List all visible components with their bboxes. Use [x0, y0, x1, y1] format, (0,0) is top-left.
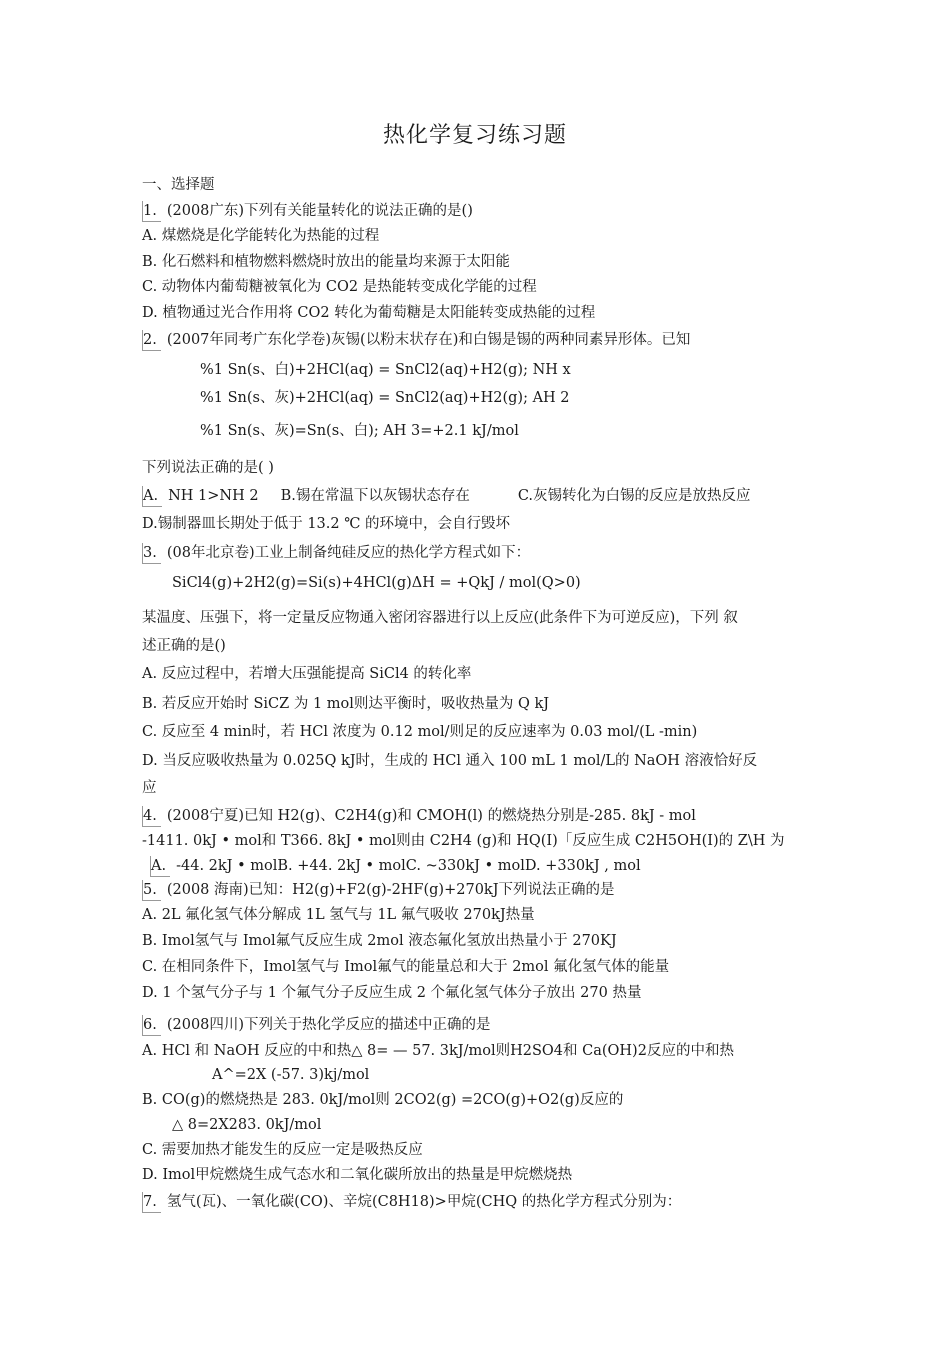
- question-body: 某温度、压强下，将一定量反应物通入密闭容器进行以上反应(此条件下为可逆反应)，下列 叙: [142, 610, 738, 626]
- options-row: [150, 856, 641, 877]
- question-text: (08年北京卷)工业上制备纯硅反应的热化学方程式如下：: [166, 545, 531, 561]
- question-text-cont: -1411. 0kJ • mol和 T366. 8kJ • mol则由 C2H4 (g)和 HQ(I)「反应生成 C2H5OH(I)的 Z\H 为: [142, 833, 785, 849]
- question-text: (2008宁夏)已知 H2(g)、C2H4(g)和 CMOH(l) 的燃烧热分别是-285. 8kJ - mol: [166, 808, 696, 824]
- option-b: B. Imol氢气与 Imol氟气反应生成 2mol 液态氟化氢放出热量小于 270KJ: [142, 933, 617, 949]
- equation-3: %1 Sn(s、灰)=Sn(s、白); AH 3=+2.1 kJ/mol: [200, 423, 519, 439]
- page-title: 热化学复习练习题: [382, 123, 567, 148]
- question-prompt: 下列说法正确的是( ): [142, 460, 274, 476]
- option-a: A. 煤燃烧是化学能转化为热能的过程: [142, 228, 380, 244]
- option-a: NH 1>NH 2: [168, 488, 259, 504]
- question-7: [142, 1192, 681, 1213]
- option-d: D. 1 个氢气分子与 1 个氟气分子反应生成 2 个氟化氢气体分子放出 270 热量: [142, 985, 642, 1001]
- question-4: [142, 806, 696, 827]
- option-b: B. CO(g)的燃烧热是 283. 0kJ/mol则 2CO2(g) =2CO(g)+O2(g)反应的: [142, 1092, 624, 1108]
- options-text: -44. 2kJ • molB. +44. 2kJ • molC. ~330kJ • molD. +330kJ , mol: [176, 858, 641, 874]
- option-d: D.锡制器皿长期处于低于 13.2 ℃ 的环境中，会自行毁坏: [142, 516, 511, 532]
- question-number: 5.: [142, 880, 161, 901]
- question-1: [142, 201, 473, 222]
- question-6: [142, 1015, 491, 1036]
- question-text: (2008广东)下列有关能量转化的说法正确的是(): [166, 203, 473, 219]
- question-number: 2.: [142, 330, 161, 351]
- option-b: B.锡在常温下以灰锡状态存在: [280, 488, 470, 504]
- equation-2: %1 Sn(s、灰)+2HCl(aq) = SnCl2(aq)+H2(g); AH 2: [200, 390, 570, 406]
- question-text: (2008 海南)已知：H2(g)+F2(g)-2HF(g)+270kJ下列说法正确的是: [166, 882, 615, 898]
- options-row: [142, 486, 751, 507]
- option-c: C. 在相同条件下，Imol氢气与 Imol氟气的能量总和大于 2mol 氟化氢气体的能量: [142, 959, 670, 975]
- option-c: C. 动物体内葡萄糖被氧化为 CO2 是热能转变成化学能的过程: [142, 279, 537, 295]
- question-3: [142, 543, 530, 564]
- option-d: D. 当反应吸收热量为 0.025Q kJ时，生成的 HCl 通入 100 mL 1 mol/L的 NaOH 溶液恰好反: [142, 753, 758, 769]
- option-d-cont: 应: [142, 780, 157, 796]
- option-b: B. 若反应开始时 SiCZ 为 1 mol则达平衡时，吸收热量为 Q kJ: [142, 696, 550, 712]
- option-label: A.: [150, 856, 170, 877]
- question-5: [142, 880, 615, 901]
- option-a: A. HCl 和 NaOH 反应的中和热△ 8= — 57. 3kJ/mol则H2SO4和 Ca(OH)2反应的中和热: [142, 1043, 734, 1059]
- question-body-cont: 述正确的是(): [142, 638, 226, 654]
- question-2: [142, 330, 690, 351]
- option-a-cont: A^=2X (-57. 3)kj/mol: [212, 1067, 370, 1083]
- option-d: D. Imol甲烷燃烧生成气态水和二氧化碳所放出的热量是甲烷燃烧热: [142, 1167, 573, 1183]
- option-label: A.: [142, 486, 162, 507]
- section-heading: 一、选择题: [142, 177, 215, 193]
- option-c: C.灰锡转化为白锡的反应是放热反应: [517, 488, 751, 504]
- option-d: D. 植物通过光合作用将 CO2 转化为葡萄糖是太阳能转变成热能的过程: [142, 305, 596, 321]
- question-number: 3.: [142, 543, 161, 564]
- question-text: (2007年同考广东化学卷)灰锡(以粉末状存在)和白锡是锡的两种同素异形体。已知: [166, 332, 691, 348]
- question-text: 氢气(瓦)、一氧化碳(CO)、辛烷(C8H18)>甲烷(CHQ 的热化学方程式分别为：: [166, 1194, 682, 1210]
- question-number: 4.: [142, 806, 161, 827]
- option-a: A. 2L 氟化氢气体分解成 1L 氢气与 1L 氟气吸收 270kJ热量: [142, 907, 535, 923]
- question-number: 1.: [142, 201, 161, 222]
- question-number: 6.: [142, 1015, 161, 1036]
- option-b-cont: △ 8=2X283. 0kJ/mol: [172, 1117, 322, 1133]
- question-text: (2008四川)下列关于热化学反应的描述中正确的是: [166, 1017, 491, 1033]
- option-c: C. 需要加热才能发生的反应一定是吸热反应: [142, 1142, 423, 1158]
- option-b: B. 化石燃料和植物燃料燃烧时放出的能量均来源于太阳能: [142, 254, 510, 270]
- question-number: 7.: [142, 1192, 161, 1213]
- equation-1: %1 Sn(s、白)+2HCl(aq) = SnCl2(aq)+H2(g); NH x: [200, 362, 571, 378]
- option-a: A. 反应过程中，若增大压强能提高 SiCl4 的转化率: [142, 666, 472, 682]
- equation: SiCl4(g)+2H2(g)=Si(s)+4HCl(g)ΔH = +QkJ / mol(Q>0): [172, 575, 581, 591]
- option-c: C. 反应至 4 min时，若 HCl 浓度为 0.12 mol/则足的反应速率为 0.03 mol/(L -min): [142, 724, 698, 740]
